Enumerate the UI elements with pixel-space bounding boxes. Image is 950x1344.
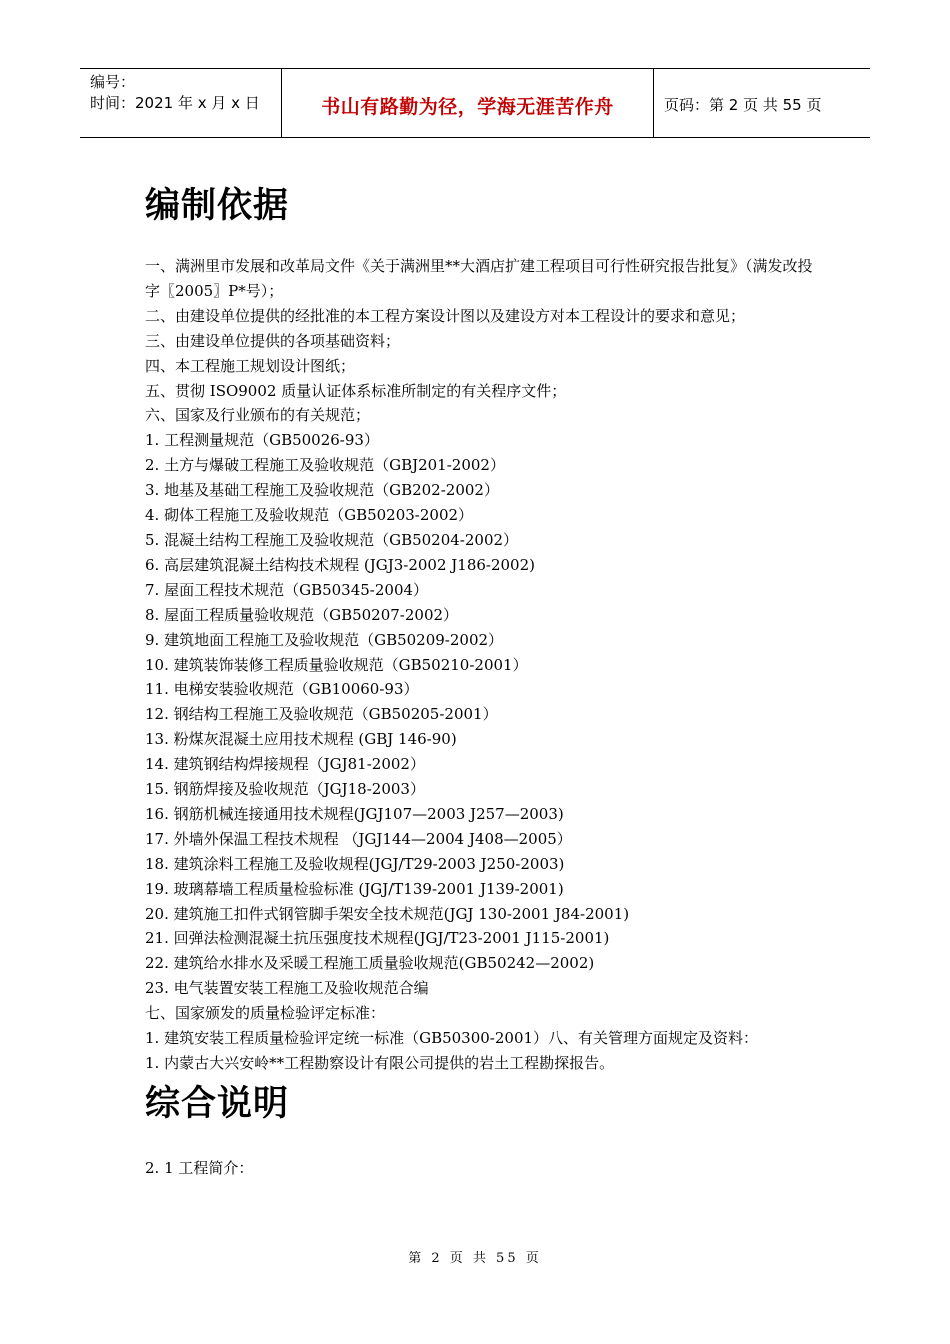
list-item: 五、贯彻 ISO9002 质量认证体系标准所制定的有关程序文件； <box>145 381 567 400</box>
list-item: 七、国家颁发的质量检验评定标准： <box>145 1004 386 1023</box>
list-item: 6. 高层建筑混凝土结构技术规程 (JGJ3-2002 J186-2002) <box>145 555 536 574</box>
basis-list <box>145 254 825 1076</box>
page-header <box>80 68 870 138</box>
list-item: 二、由建设单位提供的经批准的本工程方案设计图以及建设方对本工程设计的要求和意见； <box>145 306 746 325</box>
header-page-cell <box>654 69 870 137</box>
list-item: 20. 建筑施工扣件式钢管脚手架安全技术规范(JGJ 130-2001 J84-2001) <box>145 904 630 923</box>
list-item: 7. 屋面工程技术规范（GB50345-2004） <box>145 580 429 599</box>
list-item: 三、由建设单位提供的各项基础资料； <box>145 331 401 350</box>
list-item: 1. 建筑安装工程质量检验评定统一标准（GB50300-2001）八、有关管理方面规定及资料： <box>145 1029 759 1048</box>
list-item: 13. 粉煤灰混凝土应用技术规程 (GBJ 146-90) <box>145 730 457 749</box>
list-item: 3. 地基及基础工程施工及验收规范（GB202-2002） <box>145 481 499 500</box>
list-item: 14. 建筑钢结构焊接规程（JGJ81-2002） <box>145 755 425 774</box>
header-page-info: 页码：第 2 页 共 55 页 <box>664 95 822 114</box>
time-label: 时间：2021 年 x 月 x 日 <box>90 94 260 112</box>
list-item: 5. 混凝土结构工程施工及验收规范（GB50204-2002） <box>145 530 519 549</box>
list-item: 17. 外墙外保温工程技术规程 （JGJ144—2004 J408—2005） <box>145 829 572 848</box>
overview-intro: 2. 1 工程简介： <box>145 1158 254 1177</box>
list-item: 1. 内蒙古大兴安岭**工程勘察设计有限公司提供的岩土工程勘探报告。 <box>145 1054 615 1072</box>
header-meta-cell <box>80 69 282 137</box>
list-item: 4. 砌体工程施工及验收规范（GB50203-2002） <box>145 506 474 525</box>
list-item: 1. 工程测量规范（GB50026-93） <box>145 431 379 450</box>
list-item: 8. 屋面工程质量验收规范（GB50207-2002） <box>145 605 459 624</box>
list-item: 23. 电气装置安装工程施工及验收规范合编 <box>145 979 429 998</box>
list-item: 2. 土方与爆破工程施工及验收规范（GBJ201-2002） <box>145 456 505 475</box>
list-item: 12. 钢结构工程施工及验收规范（GB50205-2001） <box>145 705 498 724</box>
list-item: 六、国家及行业颁布的有关规范； <box>145 406 371 425</box>
list-item: 19. 玻璃幕墙工程质量检验标准 (JGJ/T139-2001 J139-2001) <box>145 879 564 898</box>
list-item: 9. 建筑地面工程施工及验收规范（GB50209-2002） <box>145 630 504 649</box>
list-item: 10. 建筑装饰装修工程质量验收规范（GB50210-2001） <box>145 655 528 674</box>
page-footer: 第 2 页 共 55 页 <box>408 1251 542 1266</box>
number-label: 编号： <box>90 73 136 91</box>
header-motto: 书山有路勤为径，学海无涯苦作舟 <box>321 95 614 118</box>
list-item: 18. 建筑涂料工程施工及验收规程(JGJ/T29-2003 J250-2003) <box>145 854 565 873</box>
list-item: 一、满洲里市发展和改革局文件《关于满洲里**大酒店扩建工程项目可行性研究报告批复》（满发改投字〖2005〗P*号）； <box>145 257 813 300</box>
list-item: 22. 建筑给水排水及采暖工程施工质量验收规范(GB50242—2002) <box>145 954 595 973</box>
section-title-overview: 综合说明 <box>145 1083 290 1124</box>
list-item: 11. 电梯安装验收规范（GB10060-93） <box>145 680 419 699</box>
header-motto-cell <box>282 69 654 137</box>
section-title-basis: 编制依据 <box>145 186 290 226</box>
list-item: 16. 钢筋机械连接通用技术规程(JGJ107—2003 J257—2003) <box>145 804 564 823</box>
list-item: 四、本工程施工规划设计图纸； <box>145 356 356 375</box>
list-item: 21. 回弹法检测混凝土抗压强度技术规程(JGJ/T23-2001 J115-2001) <box>145 929 610 948</box>
document-body <box>145 178 825 1180</box>
list-item: 15. 钢筋焊接及验收规范（JGJ18-2003） <box>145 780 425 799</box>
